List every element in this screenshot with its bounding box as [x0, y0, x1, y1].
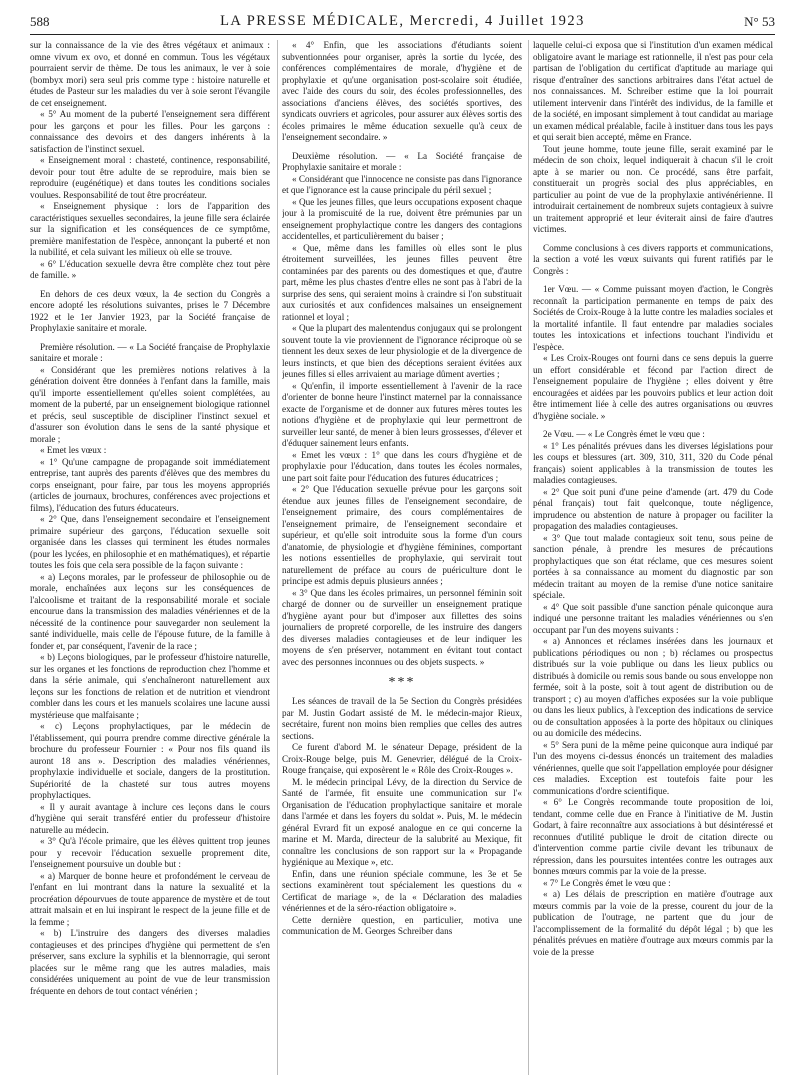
paragraph: « 1° Les pénalités prévues dans les diverses législations pour les coups et blessures (art. 309, 310, 311, 320 du Code pénal français) soient applicables à la transmission de toutes les maladies contagieuses. [533, 440, 773, 485]
paragraph: « Qu'enfin, il importe essentiellement à l'avenir de la race d'orienter de bonne heure l'instinct maternel par la connaissance exacte de l'organisme et de donner aux futures mères toutes les notions d'hygiène et de prophylaxie qui leur permettront de surveiller leur santé, de mener à bien leurs grossesses, d'élever et d'éduquer sainement leurs enfants. [282, 380, 522, 448]
section-separator: *** [388, 675, 416, 690]
paragraph: « a) Marquer de bonne heure et profondément le cerveau de l'enfant en lui montrant dans la nature la sexualité et la procréation dépourvues de toute apparence de mystère et de tout attrait malsain et en lui inspirant le respect de la jeune fille et de la femme ; [30, 870, 270, 927]
paragraph: laquelle celui-ci exposa que si l'institution d'un examen médical obligatoire avant le mariage est rationnelle, il n'est pas pour cela partisan de l'obligation du certificat d'aptitude au mariage qui risque d'entraîner des sanctions arbitraires dans l'état actuel de nos connaissances. M. Schreiber estime que la loi pourrait utilement intervenir dans l'intérêt des individus, de la famille et de la société, en imposant simplement à tout candidat au mariage un examen médical préalable, facile à instituer dans tous les pays et qui serait bien accepté, même en France. [533, 40, 773, 142]
paragraph: « 7° Le Congrès émet le vœu que : [543, 877, 671, 888]
paragraph: « 6° Le Congrès recommande toute proposition de loi, tendant, comme celle due en France à l'initiative de M. Justin Godart, à faire reconnaître aux associations à but désintéressé et reconnues d'utilité publique le droit de citation directe ou d'intervention comme partie civile devant les tribunaux de répression, dans les poursuites intentées contre les outrages aux bonnes mœurs commis par la voie de la presse. [533, 797, 773, 876]
resolution-heading: Première résolution. — « La Société française de Prophylaxie sanitaire et morale : [30, 341, 270, 363]
paragraph: « 3° Qu'à l'école primaire, que les élèves quittent trop jeunes pour y recevoir l'éducation sexuelle proprement dite, l'enseignement poursuive un double but : [30, 836, 270, 869]
issue-number: N° 53 [744, 14, 775, 29]
journal-name: LA PRESSE MÉDICALE [220, 13, 400, 29]
paragraph: « 3° Que tout malade contagieux soit tenu, sous peine de sanction pénale, à prendre les mesures de précautions prophylactiques que son état réclame, que ces mesures soient portées à sa connaissance au moment du diagnostic par son médecin traitant au moyen de la remise d'une notice sanitaire spéciale. [533, 532, 773, 600]
column-2 [282, 40, 522, 1075]
paragraph: « Considérant que les premières notions relatives à la génération doivent être données à l'enfant dans la famille, mais qu'il importe essentiellement qu'elles soient complétées, au moment de la puberté, par un enseignement biologique rationnel et précis, seul susceptible de discipliner l'instinct sexuel et d'assurer son évolution dans le sens de la santé physique et morale ; [30, 364, 270, 444]
paragraph: « Emet les vœux : [40, 445, 107, 455]
paragraph: sur la connaissance de la vie des êtres végétaux et animaux : omne vivum ex ovo, et donné en commun. Tous les végétaux pourraient servir de thème. De tous les animaux, le ver à soie (bombyx mori) sera seul pris comme type : histoire naturelle et études de Pasteur sur les maladies du ver à soie seront l'évangile de cet enseignement. [30, 40, 270, 108]
page-number: 588 [30, 14, 50, 29]
column-divider [277, 40, 278, 1075]
paragraph: « 3° Que dans les écoles primaires, un personnel féminin soit chargé de donner ou de surveiller un enseignement pratique d'hygiène ayant pour but d'imposer aux fillettes des soins journaliers de propreté corporelle, de les instruire des dangers des diverses maladies contagieuses et de leur indiquer les moyens de s'en préserver, notamment en évitant tout contact avec des personnes inconnues ou des objets suspects. » [282, 587, 522, 667]
column-divider [528, 40, 529, 1075]
paragraph: « c) Leçons prophylactiques, par le médecin de l'établissement, qui pourra prendre comme directive générale la brochure du professeur Fournier : « Pour nos fils quand ils auront 18 ans ». Description des maladies vénériennes, prophylaxie individuelle et sociale, dangers de la prostitution. Supériorité de la chasteté sur tous autres moyens prophylactiques. [30, 721, 270, 800]
paragraph: Comme conclusions à ces divers rapports et communications, la section a voté les vœux suivants qui furent ratifiés par le Congrès : [533, 242, 773, 276]
paragraph: Les séances de travail de la 5e Section du Congrès présidées par M. Justin Godart assisté de M. le médecin-major Rieux, secrétaire, furent non moins bien remplies que celles des autres sections. [282, 696, 522, 741]
paragraph: « 2° Que l'éducation sexuelle prévue pour les garçons soit étendue aux jeunes filles de l'enseignement secondaire, de l'enseignement primaire, des cours complémentaires de l'enseignement primaire, de l'enseignement secondaire et supérieur, et qu'elle soit introduite sous la forme d'un cours d'anatomie, de physiologie et d'hygiène féminines, comportant les notions essentielles de prophylaxie, qui servirait tout naturellement de préface au cours de puériculture dont le principe est admis depuis plusieurs années ; [282, 484, 522, 586]
paragraph: « 6° L'éducation sexuelle devra être complète chez tout père de famille. » [30, 258, 270, 280]
paragraph: En dehors de ces deux vœux, la 4e section du Congrès a encore adopté les résolutions suivantes, prises le 7 Décembre 1922 et le 1er Janvier 1923, par la Société française de Prophylaxie sanitaire et morale. [30, 288, 270, 333]
paragraph: Ce furent d'abord M. le sénateur Depage, président de la Croix-Rouge belge, puis M. Genevrier, délégué de la Croix-Rouge française, qui exposèrent le « Rôle des Croix-Rouges ». [282, 742, 522, 775]
paragraph: « a) Leçons morales, par le professeur de philosophie ou de morale, enchaînées aux leçons sur les conséquences de l'alcoolisme et traitant de la responsabilité morale et sociale encourue dans la transmission des maladies vénériennes et de la nécessité de la continence pour sauvegarder non seulement la santé individuelle, mais celle de l'épouse future, de la famille à fonder et, par conséquent, l'avenir de la race ; [30, 571, 270, 651]
paragraph: « Que, même dans les familles où elles sont le plus étroitement surveillées, les jeunes filles peuvent être contaminées par des parents ou des domestiques et que, d'autre part, même les plus chastes d'entre elles ne sont pas à l'abri de la surprise des sens, qui seraient moins à craindre si l'on substituait aux curiosités et aux confidences malsaines un enseignement rationnel et loyal ; [282, 242, 522, 322]
paragraph: Tout jeune homme, toute jeune fille, serait examiné par le médecin de son choix, lequel indiquerait à chacun s'il le croit apte à se marier ou non. Ce procédé, sans être parfait, constituerait un progrès social des plus appréciables, en particulier au point de vue de la prophylaxie antivénérienne. Il introduirait certainement de nombreux sujets contagieux à suivre un traitement approprié et leur éviterait ainsi de faire d'autres victimes. [533, 143, 773, 234]
paragraph: 1er Vœu. — « Comme puissant moyen d'action, le Congrès reconnaît la participation permanente en temps de paix des Sociétés de Croix-Rouge à la lutte contre les maladies sociales et la mortalité infantile. Il faut entendre par maladies sociales toutes les intoxications et infections touchant l'individu et l'espèce. [533, 284, 773, 352]
paragraph: « 2° Que soit puni d'une peine d'amende (art. 479 du Code pénal français) tout fait quelconque, toute négligence, imprudence ou abstention de nature à propager ou faciliter la propagation des maladies contagieuses. [533, 486, 773, 531]
paragraph: « 1° Qu'une campagne de propagande soit immédiatement entreprise, tant auprès des parents d'élèves que des membres du corps enseignant, pour faire, par tous les moyens appropriés (articles de journaux, brochures, conférences avec projections et films), l'éducation des futurs éducateurs. [30, 456, 270, 513]
paragraph: Cette dernière question, en particulier, motiva une communication de M. Georges Schreiber dans [282, 914, 522, 936]
paragraph: « 2° Que, dans l'enseignement secondaire et l'enseignement primaire supérieur des garçons, l'éducation sexuelle soit organisée dans les classes qui terminent les études normales (pour les lycées, en philosophie et en mathématiques), et répartie toutes les fois que cela sera possible de la façon suivante : [30, 514, 270, 570]
column-3 [533, 40, 773, 1075]
paragraph: « a) Annonces et réclames insérées dans les journaux et publications périodiques ou non ; b) réclames ou prospectus distribués sur la voie publique ou dans les lieux publics ou distribués à domicile ou remis sous bande ou sous enveloppe non fermée, soit à la poste, soit à tout agent de distribution ou de transport ; c) au moyen d'affiches exposées sur la voie publique ou dans les lieux publics, à l'exception des indications de service ou de consultation apposées à la porte des hôpitaux ou cliniques ou au domicile des médecins. [533, 636, 773, 738]
paragraph: « 5° Sera puni de la même peine quiconque aura indiqué par l'un des moyens ci-dessus énoncés un traitement des maladies vénériennes, quelle que soit l'appellation employée pour désigner ces maladies. Exception est toutefois faite pour les communications d'ordre scientifique. [533, 739, 773, 796]
paragraph: « Les Croix-Rouges ont fourni dans ce sens depuis la guerre un effort considérable et fécond par l'action direct de l'enseignement populaire de l'hygiène ; elles doivent y être encouragées et aidées par les pouvoirs publics et leur action doit être intimement liée à celle des autres organisations ou œuvres d'hygiène sociale. » [533, 353, 773, 421]
paragraph: 2e Vœu. — « Le Congrès émet le vœu que : [543, 429, 705, 439]
issue-date: Mercredi, 4 Juillet 1923 [409, 13, 585, 29]
paragraph: « 4° Que soit passible d'une sanction pénale quiconque aura indiqué une personne traitant les maladies vénériennes ou s'en occupant par l'un des moyens suivants : [533, 601, 773, 635]
paragraph: Enfin, dans une réunion spéciale commune, les 3e et 5e sections examinèrent tout spécialement les questions du « Certificat de mariage », de la « Déclaration des maladies vénériennes et de la séro-réaction obligatoire ». [282, 868, 522, 913]
paragraph: « b) Leçons biologiques, par le professeur d'histoire naturelle, sur les organes et les fonctions de reproduction chez l'homme et dans la série animale, qui s'enchaîneront naturellement aux leçons sur les fonctions de relation et de nutrition et viendront combler dans les cours et les manuels scolaires une lacune aussi mystérieuse que malfaisante ; [30, 652, 270, 720]
paragraph: « 5° Au moment de la puberté l'enseignement sera différent pour les garçons et pour les filles. Pour les garçons : connaissance des devoirs et des dangers inhérents à la satisfaction de l'instinct sexuel. [30, 109, 270, 154]
paragraph: « Que la plupart des malentendus conjugaux qui se prolongent souvent toute la vie proviennent de l'ignorance réciproque où se tiennent les deux sexes de leur physiologie et de la divergence de leurs instincts, et que bien des déceptions seraient évitées aux jeunes filles si elles arrivaient au mariage dûment averties ; [282, 323, 522, 379]
paragraph: M. le médecin principal Lévy, de la direction du Service de Santé de l'armée, fit ensuite une communication sur l'« Organisation de l'éducation prophylactique sanitaire et morale dans l'armée et dans les foyers du soldat ». Puis, M. le médecin général Evrard fit un exposé analogue en ce qui concerne la marine et M. Marda, directeur de la salubrité au Mexique, fit connaître les conclusions de son rapport sur la « Propagande hygiénique au Mexique », etc. [282, 776, 522, 867]
column-1 [30, 40, 270, 1075]
paragraph: « a) Les délais de prescription en matière d'outrage aux mœurs commis par la voie de la presse, courent du jour de la publication de l'outrage, ne partent que du jour de l'accomplissement de la formalité du dépôt légal ; b) que les pénalités prévues en matière d'outrage aux mœurs commis par la voie de la presse [533, 889, 773, 957]
paragraph: « Considérant que l'innocence ne consiste pas dans l'ignorance et que l'ignorance est la cause principale du péril sexuel ; [282, 173, 522, 195]
header-rule [30, 34, 775, 35]
page-header [30, 12, 775, 34]
paragraph: « Il y aurait avantage à inclure ces leçons dans le cours d'hygiène qui serait transféré entier du professeur d'histoire naturelle au médecin. [30, 801, 270, 835]
running-title: LA PRESSE MÉDICALE, Mercredi, 4 Juillet 1923 [220, 13, 585, 29]
paragraph: « Enseignement physique : lors de l'apparition des caractéristiques sexuelles secondaires, la jeune fille sera éclairée sur la signification et les conséquences de ce symptôme, première manifestation de l'espèce, annonçant la puberté et non la nubilité, et cela suivant les milieux où elle se trouve. [30, 201, 270, 257]
paragraph: « 4° Enfin, que les associations d'étudiants soient subventionnées pour organiser, après la sortie du lycée, des conférences complémentaires de morale, d'hygiène et de prophylaxie et qu'une organisation post-scolaire soit étudiée, avec l'aide des cours du soir, des écoles professionnelles, des associations d'anciens élèves, des sociétés sportives, des syndicats ouvriers et agricoles, pour assurer aux élèves sortis des écoles primaires le même éducation sexuelle qu'à ceux de l'enseignement secondaire. » [282, 40, 522, 142]
resolution-heading: Deuxième résolution. — « La Société française de Prophylaxie sanitaire et morale : [282, 150, 522, 172]
paragraph: « Emet les vœux : 1° que dans les cours d'hygiène et de prophylaxie pour l'éducation, dans toutes les écoles normales, une part soit faite pour l'éducation des futures éducatrices ; [282, 449, 522, 483]
paragraph: « b) L'instruire des dangers des diverses maladies contagieuses et des principes d'hygiène qui permettent de s'en préserver, sans exclure la syphilis et la blennorragie, qui seront placées sur le même rang que les autres maladies, mais considérées uniquement au point de vue de leur transmission fréquente en dehors de tout contact vénérien ; [30, 928, 270, 996]
paragraph: « Enseignement moral : chasteté, continence, responsabilité, devoir pour tout être adulte de se reproduire, mais bien se reproduire (eugénétique) et dans toutes les conditions sociales voulues. Responsabilité de tout être procréateur. [30, 155, 270, 200]
paragraph: « Que les jeunes filles, que leurs occupations exposent chaque jour à la promiscuité de la rue, doivent être prémunies par un enseignement prophylactique contre les dangers des contagions accidentelles, et particulièrement du baiser ; [282, 196, 522, 241]
